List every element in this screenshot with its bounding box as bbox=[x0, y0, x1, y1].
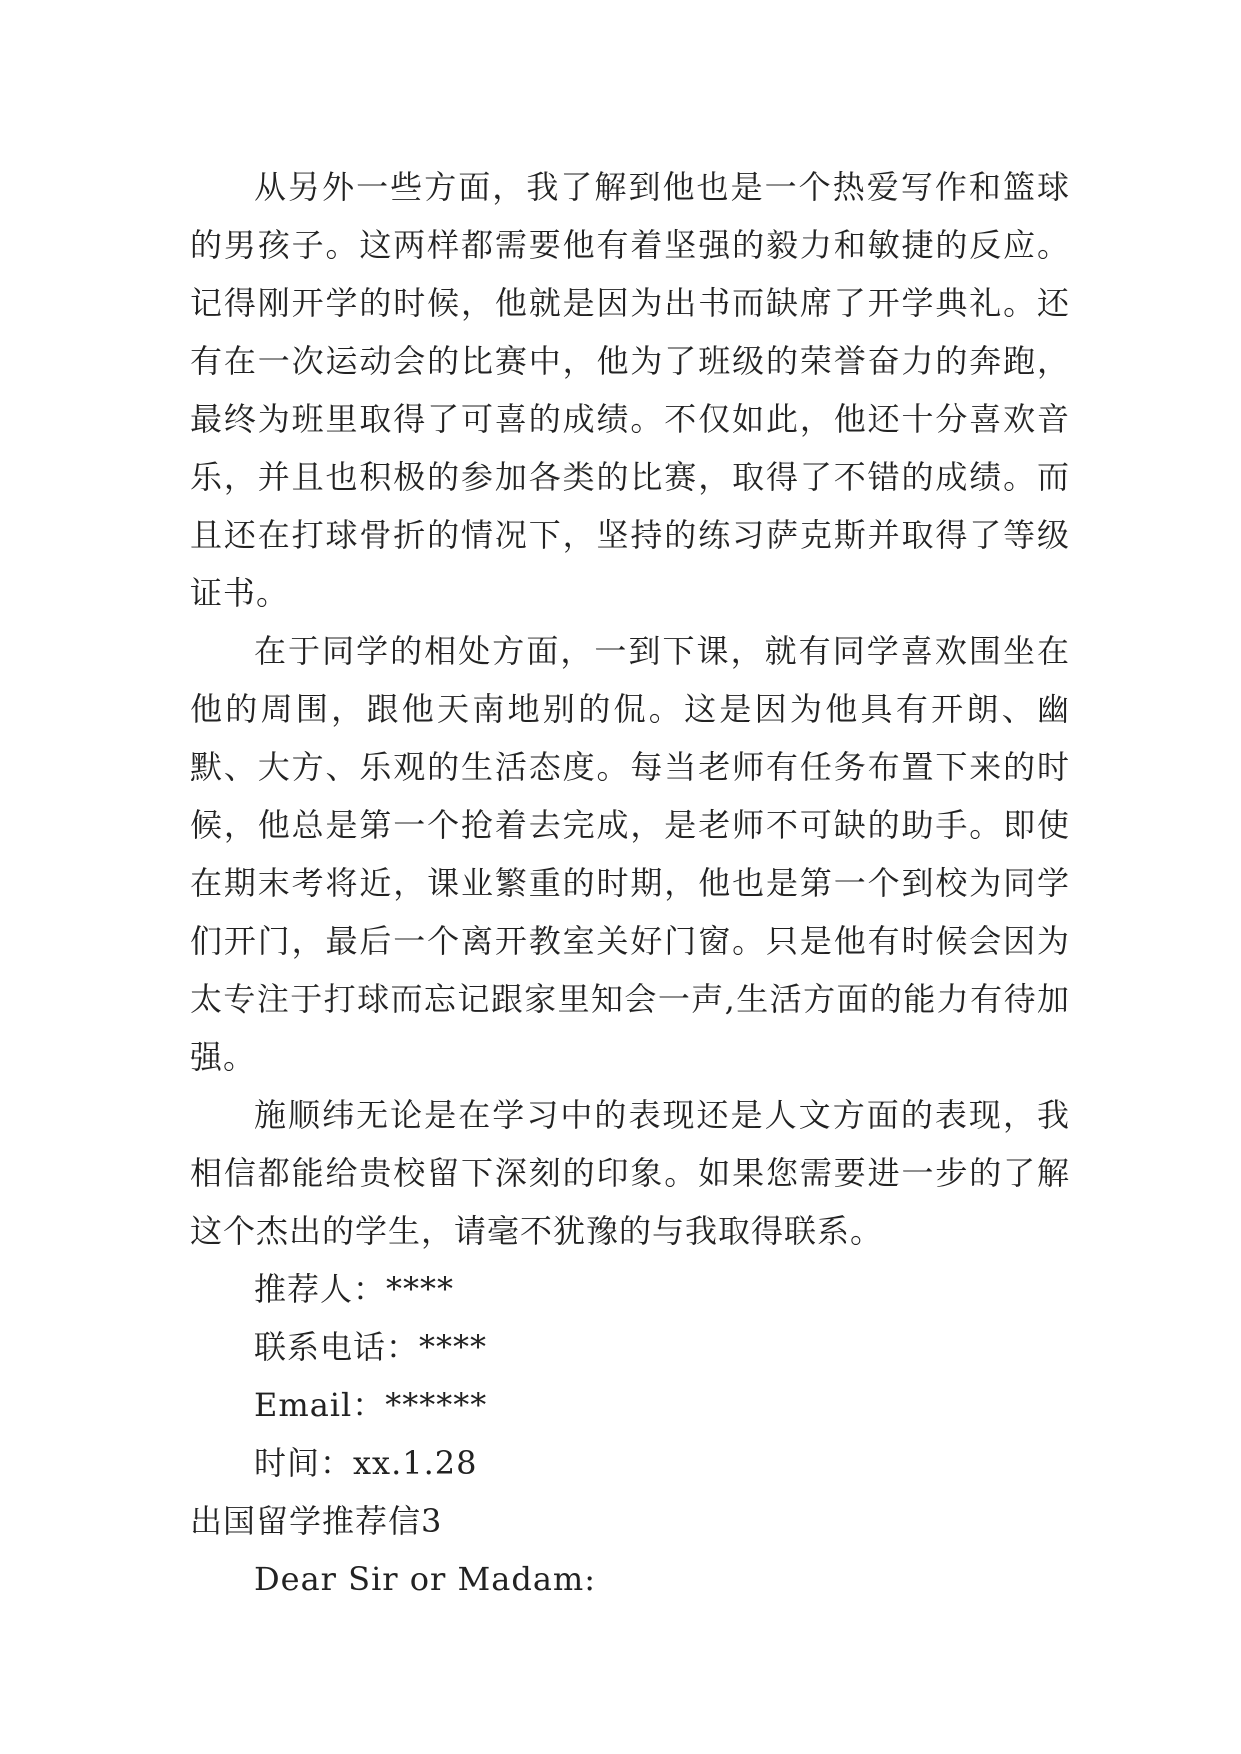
date-line: 时间：xx.1.28 bbox=[254, 1444, 478, 1482]
document-body bbox=[190, 158, 1070, 1608]
salutation: Dear Sir or Madam: bbox=[254, 1560, 597, 1598]
paragraph-classmates: 在于同学的相处方面，一到下课，就有同学喜欢围坐在他的周围，跟他天南地别的侃。这是因为他具有开朗、幽默、大方、乐观的生活态度。每当老师有任务布置下来的时候，他总是第一个抢着去完成，是老师不可缺的助手。即使在期末考将近，课业繁重的时期，他也是第一个到校为同学们开门，最后一个离开教室关好门窗。只是他有时候会因为太专注于打球而忘记跟家里知会一声,生活方面的能力有待加强。 bbox=[190, 632, 1070, 1076]
section-title: 出国留学推荐信3 bbox=[190, 1502, 443, 1540]
paragraph-hobbies: 从另外一些方面，我了解到他也是一个热爱写作和篮球的男孩子。这两样都需要他有着坚强的毅力和敏捷的反应。记得刚开学的时候，他就是因为出书而缺席了开学典礼。还有在一次运动会的比赛中，他为了班级的荣誉奋力的奔跑，最终为班里取得了可喜的成绩。不仅如此，他还十分喜欢音乐，并且也积极的参加各类的比赛，取得了不错的成绩。而且还在打球骨折的情况下，坚持的练习萨克斯并取得了等级证书。 bbox=[190, 168, 1070, 612]
phone-line: 联系电话：**** bbox=[254, 1328, 488, 1366]
paragraph-conclusion: 施顺纬无论是在学习中的表现还是人文方面的表现，我相信都能给贵校留下深刻的印象。如果您需要进一步的了解这个杰出的学生，请毫不犹豫的与我取得联系。 bbox=[190, 1096, 1070, 1250]
email-line: Email：****** bbox=[254, 1386, 488, 1424]
recommender-line: 推荐人：**** bbox=[254, 1270, 455, 1308]
